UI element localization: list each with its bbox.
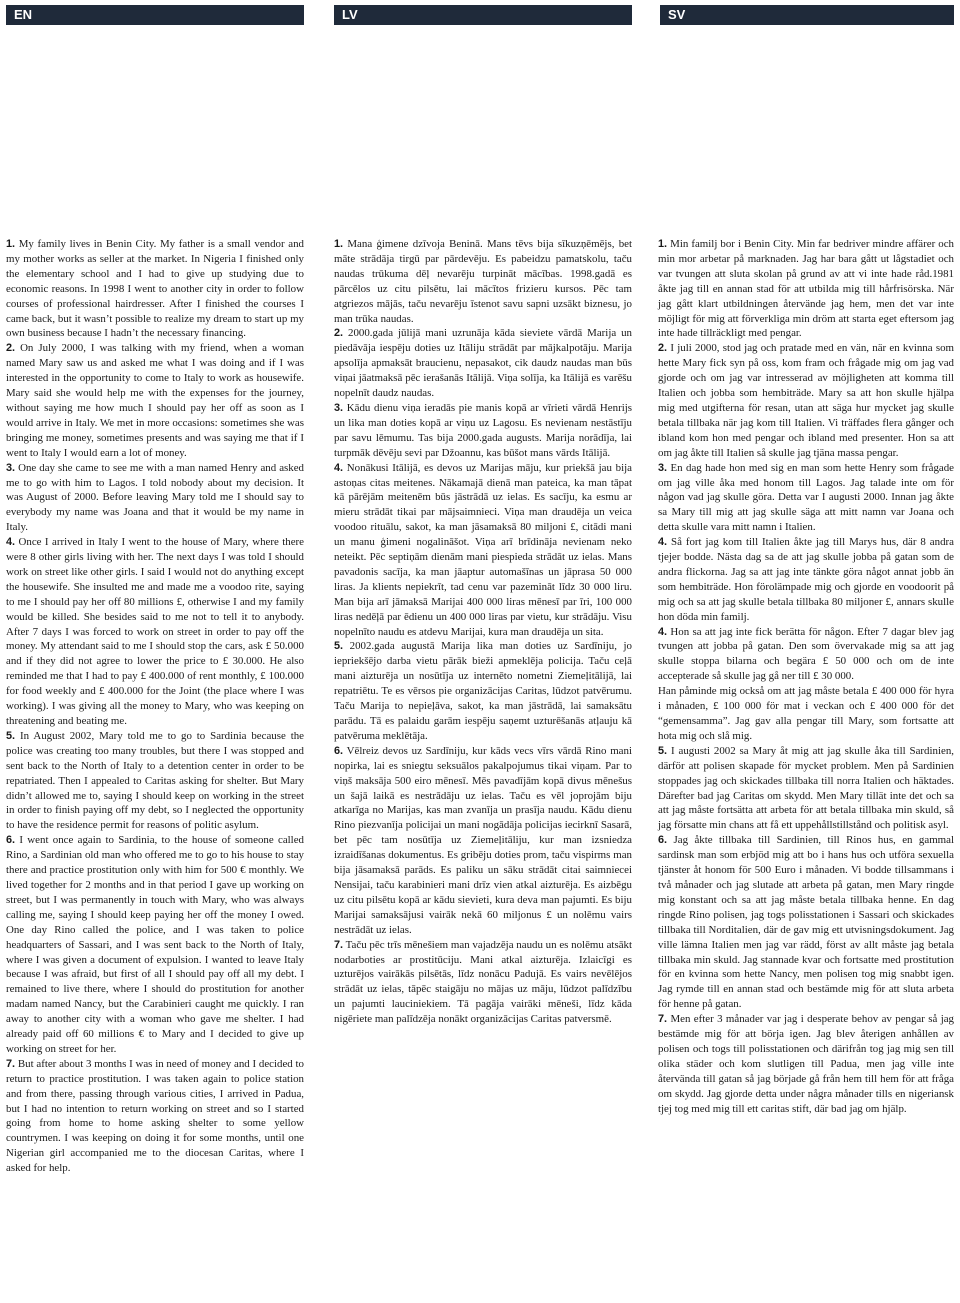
paragraph-number: 4. [658,536,668,549]
paragraph [6,1057,304,1176]
paragraph [6,461,304,536]
paragraph-number: 1. [6,238,16,250]
paragraph [334,326,632,401]
paragraph [658,833,954,1012]
paragraph [658,684,954,744]
paragraph [334,461,632,640]
paragraph [6,341,304,460]
language-header-en: EN [6,5,304,25]
paragraph-text: I went once again to Sardinia, to the house of someone called Rino, a Sardinian old man who offered me to go to his house to stay there and practice prostitution only with him for 500 € monthly. We lived together for 2 months and in that period I gave up working on street, but I was permanently in touch with Mary, who was always calling me, saying I should keep paying her off the money I owed. One day Rino called the police, and I was taken to police headquarters of Sassari, and I was sent back to the North of Italy, where I was given a document of expulsion. I wanted to leave Italy because I was afraid, but first of all I should pay off all my debt. I remained to live there, where I should do prostitution for another madam named Nancy, but the Carabinieri caught me quickly. I ran away to another city with a woman who gave me shelter. I had already paid off 60 millions € to Mary and I decided to give up working on street for her. [6,834,304,1055]
paragraph-text: On July 2000, I was talking with my friend, when a woman named Mary saw us and asked me what I was doing and if I was interested in the opportunity to come to Italy to work as housewife. Mary said she would help me with the expenses for the journey, without saying me how much I should pay her off as soon as I would arrive in Italy. We met in more occasions: sometimes she was bringing me money, sometimes presents and was saying me that if I went to Italy I would earn a lot of money. [6,342,304,459]
paragraph [658,1012,954,1116]
paragraph-text: 2000.gada jūlijā mani uzrunāja kāda sieviete vārdā Marija un piedāvāja iespēju doties uz Itāliju strādāt par mājkalpotāju. Marija apsolīja apmaksāt braucienu, nepasakot, cik daudz naudas man būs viņai jāatmaksā pēc ierašanās Itālijā. Viņa solīja, ka Itālijā es varēšu nopelnīt daudz naudas. [334,327,632,400]
paragraph [6,833,304,1057]
paragraph [6,237,304,341]
paragraph-number: 6. [658,834,668,847]
paragraph-text: Min familj bor i Benin City. Min far bedriver mindre affärer och min mor arbetar på marknaden. Jag har bara gått ut lågstadiet och var tvungen att sluta skolan på grund av att vi inte hade råd.1981 åkte jag till en annan stad för att utbilda mig till hårfrisörska. När jag gått klart utbildningen återvände jag hem, men det var inte möjligt för mig att förverkliga min dröm att starta eget eftersom jag inte hade tillräckligt med pengar. [658,238,954,340]
column-swedish [658,237,954,1116]
paragraph-number: 7. [6,1057,16,1070]
paragraph-number: 4. [334,461,344,474]
paragraph [6,729,304,833]
paragraph-text: Men efter 3 månader var jag i desperate behov av pengar så jag bestämde mig för att börja igen. Jag blev återigen anhållen av polisen och togs till polisstationen och därifrån tog jag mig sen till olika städer och kom slutligen till Padua, men jag ville inte återvända till gatan så jag började gå från hem till hem för att fråga om skydd. Jag gjorde detta under några månader tills en nigeriansk tjej tog med mig till ett caritas stift, där bad jag om hjälp. [658,1013,954,1115]
paragraph-text: Hon sa att jag inte fick berätta för någon. Efter 7 dagar blev jag tvungen att jobba på gatan. Den som övervakade mig sa att jag skulle stoppa bilarna och begära £ 50 000 och om de inte accepterade så skulle jag gå ner till £ 30 000. [658,625,954,683]
paragraph-text: In August 2002, Mary told me to go to Sardinia because the police was creating too many troubles, but there I was stopped and sent back to the North of Italy to a detention center in order to be repatriated. Then I appealed to Caritas asking for shelter. But Mary didn’t allowed me to, saying I should keep on working in the street in order to finish paying off my debt, so I neglected the opportunity to have the residence permit for reasons of politic asylum. [6,729,304,832]
paragraph-text: Så fort jag kom till Italien åkte jag till Marys hus, där 8 andra tjejer bodde. Nästa dag sa de att jag skulle jobba på gatan som de andra flickorna. Jag sa att jag inte tänkte göra något annat jobb än som hembiträde. Hon förolämpade mig och gjorde en voodoorit på mig och sa att jag skulle betala tillbaka 80 miljoner £, annars skulle hon döda min familj. [658,536,954,623]
paragraph-text: I augusti 2002 sa Mary åt mig att jag skulle åka till Sardinien, därför att polisen skapade för mycket problem. Men på Sardinien stoppades jag och skickades tillbaka till norra Italien och häktades. Därefter bad jag Caritas om skydd. Men Mary tillät inte det och sa att jag måste fortsätta att arbeta för att betala tillbaka min skuld, så jag försatte min chans att få ett uppehållstillstånd och politisk asyl. [658,744,954,832]
paragraph-number: 2. [658,342,668,355]
paragraph-text: One day she came to see me with a man named Henry and asked me to go with him to Lagos. I told nobody about my decision. It was August of 2000. Before leaving Mary told me I should say to everybody my name was Joana and that it would be my name in Italy. [6,461,304,534]
paragraph-number: 5. [6,729,16,742]
paragraph-number: 6. [6,834,16,847]
paragraph [658,744,954,833]
paragraph-text: 2002.gada augustā Marija lika man doties uz Sardīniju, jo iepriekšējo darba vietu pārāk bieži apmeklēja policija. Taču ceļā mani aizturēja un nosūtīja uz internēto nometni Ziemeļitālijā, lai repatriētu. Te es vērsos pie organizācijas Caritas, lūdzot patvērumu. Taču Marija to nepieļāva, sakot, ka man jāstrādā, lai samaksātu parādu. Tā es palaidu garām iespēju saņemt uzturēšanās atļauju kā patvēruma meklētāja. [334,640,632,742]
paragraph-number: 4. [6,536,16,549]
paragraph-text: I juli 2000, stod jag och pratade med en vän, när en kvinna som hette Mary fick syn på oss, kom fram och frågade mig om jag vad gjorde och om jag var intresserad av möjligheten att komma till Italien och jobba som hembiträde. Mary sa att hon skulle hjälpa mig med utgifterna för resan, utan att säga hur mycket jag skulle betala tillbaka när jag kom till Italien. Vi träffades flera gånger och ibland kom hon med pengar och ibland med presenter. Hon sa att om jag åkte till Italien så skulle jag tjäna massa pengar. [658,342,954,459]
paragraph-text: My family lives in Benin City. My father is a small vendor and my mother works as seller at the market. In Nigeria I finished only the elementary school and I had to give up studying due to economic reasons. In 1998 I went to another city in order to follow courses of professional hairdresser. After I finished the courses I came back, but it wasn’t possible to realize my dream to start up my own business because I hadn’t the necessary financing. [6,238,304,340]
paragraph-number: 7. [334,938,344,951]
paragraph-number: 3. [6,461,16,474]
paragraph-number: 3. [658,461,668,474]
paragraph [658,461,954,536]
paragraph-number: 2. [6,342,16,355]
paragraph-number: 4. [658,625,668,638]
paragraph-text: Mana ģimene dzīvoja Beninā. Mans tēvs bija sīkuzņēmējs, bet māte strādāja tirgū par pārdevēju. Es pabeidzu pamatskolu, taču naudas trūkuma dēļ nevarēju turpināt mācības. 1998.gadā es pārcēlos uz citu pilsētu, lai mācītos frizieru kursos. Pēc tam atgriezos mājās, taču nevarēju īstenot savu sapni uzsākt biznesu, jo man trūka naudas. [334,238,632,325]
language-header-sv: SV [660,5,954,25]
paragraph-text: Once I arrived in Italy I went to the house of Mary, where there were 8 other girls living with her. The next days I was told I should work on street like other girls. I said I would not do anything except the housewife. She insulted me and made me a voodoo rite, saying to me I should pay her off 80 millions £, otherwise I and my family would be killed. She besides said to me not to tell it to anybody. After 7 days I was forced to work on street in order to pay off the money. My attendant said to me I should stop the cars, ask £ 50.000 and if they did not agree to lower the price to £ 30.000. He also reminded me that I had to pay £ 400.000 of rent monthly, £ 100.000 for food weekly and £ 400.000 for the Joint (the place where I was working). I was giving all the money to Mary, who was keeping on threatening and beating me. [6,536,304,727]
paragraph [658,237,954,341]
column-english [6,237,304,1176]
paragraph-text: Vēlreiz devos uz Sardīniju, kur kāds vecs vīrs vārdā Rino mani nopirka, lai es sniegtu seksuālos pakalpojumus tikai viņam. Par to viņš maksāja 500 eiro mēnesī. Mēs pavadījām kopā divus mēnešus un šajā laikā es nestrādāju uz ielas. Taču es vēl joprojām biju atkarīga no Marijas, kas man zvanīja un prasīja naudu. Kādu dienu Rino piezvanīja policijai un mani nogādāja policijas iecirknī Sasarā, bet pēc tam nosūtīja uz Ziemeļitāliju, kur man izsniedza izraidīšanas dokumentus. Es gribēju doties prom, taču vispirms man bija jāsamaksā parāds. Es paliku un sāku strādāt citai saimniecei Nensijai, taču karabinieri mani drīz vien atkal aizturēja. Es aizbēgu uz citu pilsētu kopā ar kādu sievieti, kura deva man pajumti. Es biju Marijai samaksājusi vairāk nekā 60 miljonus £ un nolēmu vairs nestrādāt uz ielas. [334,744,632,936]
paragraph [334,744,632,938]
paragraph [334,938,632,1027]
paragraph-number: 2. [334,327,344,340]
column-latvian [334,237,632,1027]
paragraph-number: 5. [334,640,344,653]
paragraph-text: But after about 3 months I was in need of money and I decided to return to practice prostitution. I was taken again to police station and from there, passing through various cities, I arrived in Padua, but I had no intention to return working on street and so I started going from home to home asking shelter to some yellow countrymen. I was keeping on doing it for some months, until one Nigerian girl accompanied me to the diocesan Caritas, where I asked for help. [6,1057,304,1175]
paragraph-text: En dag hade hon med sig en man som hette Henry som frågade om jag ville åka med honom till Lagos. Jag talade inte om för någon vad jag skulle göra. Detta var I augusti 2000. Innan jag åkte sa Mary till mig att jag skulle säga att mitt namn var Joana och detta skulle vara mitt namn i Italien. [658,461,954,534]
paragraph-number: 3. [334,401,344,414]
paragraph [334,639,632,743]
paragraph-number: 6. [334,744,344,757]
paragraph [334,237,632,326]
language-header-lv: LV [334,5,632,25]
paragraph-number: 1. [334,238,344,250]
paragraph [658,535,954,624]
paragraph-text: Nonākusi Itālijā, es devos uz Marijas māju, kur priekšā jau bija astoņas citas meitenes. Nākamajā dienā man pateica, ka man tāpat kā pārējām meitenēm būs jāstrādā uz ielas. Es sacīju, ka esmu ar mieru strādāt tikai par mājsaimnieci. Viņa man draudēja un veica voodoo rituālu, sakot, ka man jāsamaksā 80 miljoni £, citādi mani un manu ģimeni nogalināšot. Viņa arī brīdināja nevienam neko neteikt. Pēc septiņām dienām mani piespieda strādāt uz ielas. Mans pavadonis sacīja, ka man jāaptur automašīnas un jāprasa 50 000 liras. Ja klients nepiekrīt, tad cenu var pazemināt līdz 30 000 liru. Man bija arī jāmaksā Marijai 400 000 liras mēnesī par īri, 100 000 liras nedēļā par ēdienu un 400 000 liras par vietu, kur strādāju. Visu nopelnīto naudu es atdevu Marijai, kura man draudēja un sita. [334,461,632,638]
paragraph [658,341,954,460]
paragraph-number: 5. [658,744,668,757]
paragraph-number: 1. [658,238,668,250]
paragraph-text: Kādu dienu viņa ieradās pie manis kopā ar vīrieti vārdā Henrijs un lika man doties kopā ar viņu uz Lagosu. Es nevienam nestāstīju par savu lēmumu. Tas bija 2000.gada augusts. Marija norādīja, lai turpmāk dēvēju sevi par Džoannu, kas būšot mans vārds Itālijā. [334,401,632,459]
paragraph-text: Jag åkte tillbaka till Sardinien, till Rinos hus, en gammal sardinsk man som erbjöd mig att bo i hans hus och utföra sexuella tjänster åt honom för 500 Euro i månaden. Vi bodde tillsammans i två månader och jag slutade att arbeta på gatan, men Mary ringde mig konstant och sa att jag måste betala tillbaka henne. En dag ringde Rino polisen, jag togs polisstationen i Sassari och skickades tillbaka till Norditalien, där de gav mig ett utvisningsdokument. Jag ville lämna Italien men jag var rädd, först av allt måste jag betala tillbaka min skuld. Jag stannade kvar och fortsatte med prostitution för en kvinna som hette Nancy, men polisen tog mig snabbt igen. Jag rymde till en annan stad och bestämde mig för att sluta arbeta för henne på gatan. [658,834,954,1011]
paragraph-text: Taču pēc trīs mēnešiem man vajadzēja naudu un es nolēmu atsākt nodarboties ar prostitūciju. Mani atkal aizturēja. Izlaicīgi es uzturējos vairākās pilsētās, līdz nonācu Padujā. Es vairs nevēlējos strādāt uz ielas, tāpēc staigāju no mājas uz māju, lūdzot palīdzību un pajumti lauciniekiem. Tā pagāja vairāki mēneši, līdz kāda nigēriete man palīdzēja nonākt organizācijas Caritas patversmē. [334,938,632,1026]
paragraph [6,535,304,729]
paragraph-number: 7. [658,1013,668,1026]
paragraph [658,625,954,685]
paragraph-text: Han påminde mig också om att jag måste betala £ 400 000 för hyra i månaden, £ 100 000 för mat i veckan och £ 400 000 för det “gemensamma”. Jag gav alla pengar till Mary, som fortsatte att hota mig och slå mig. [658,685,954,742]
paragraph [334,401,632,461]
